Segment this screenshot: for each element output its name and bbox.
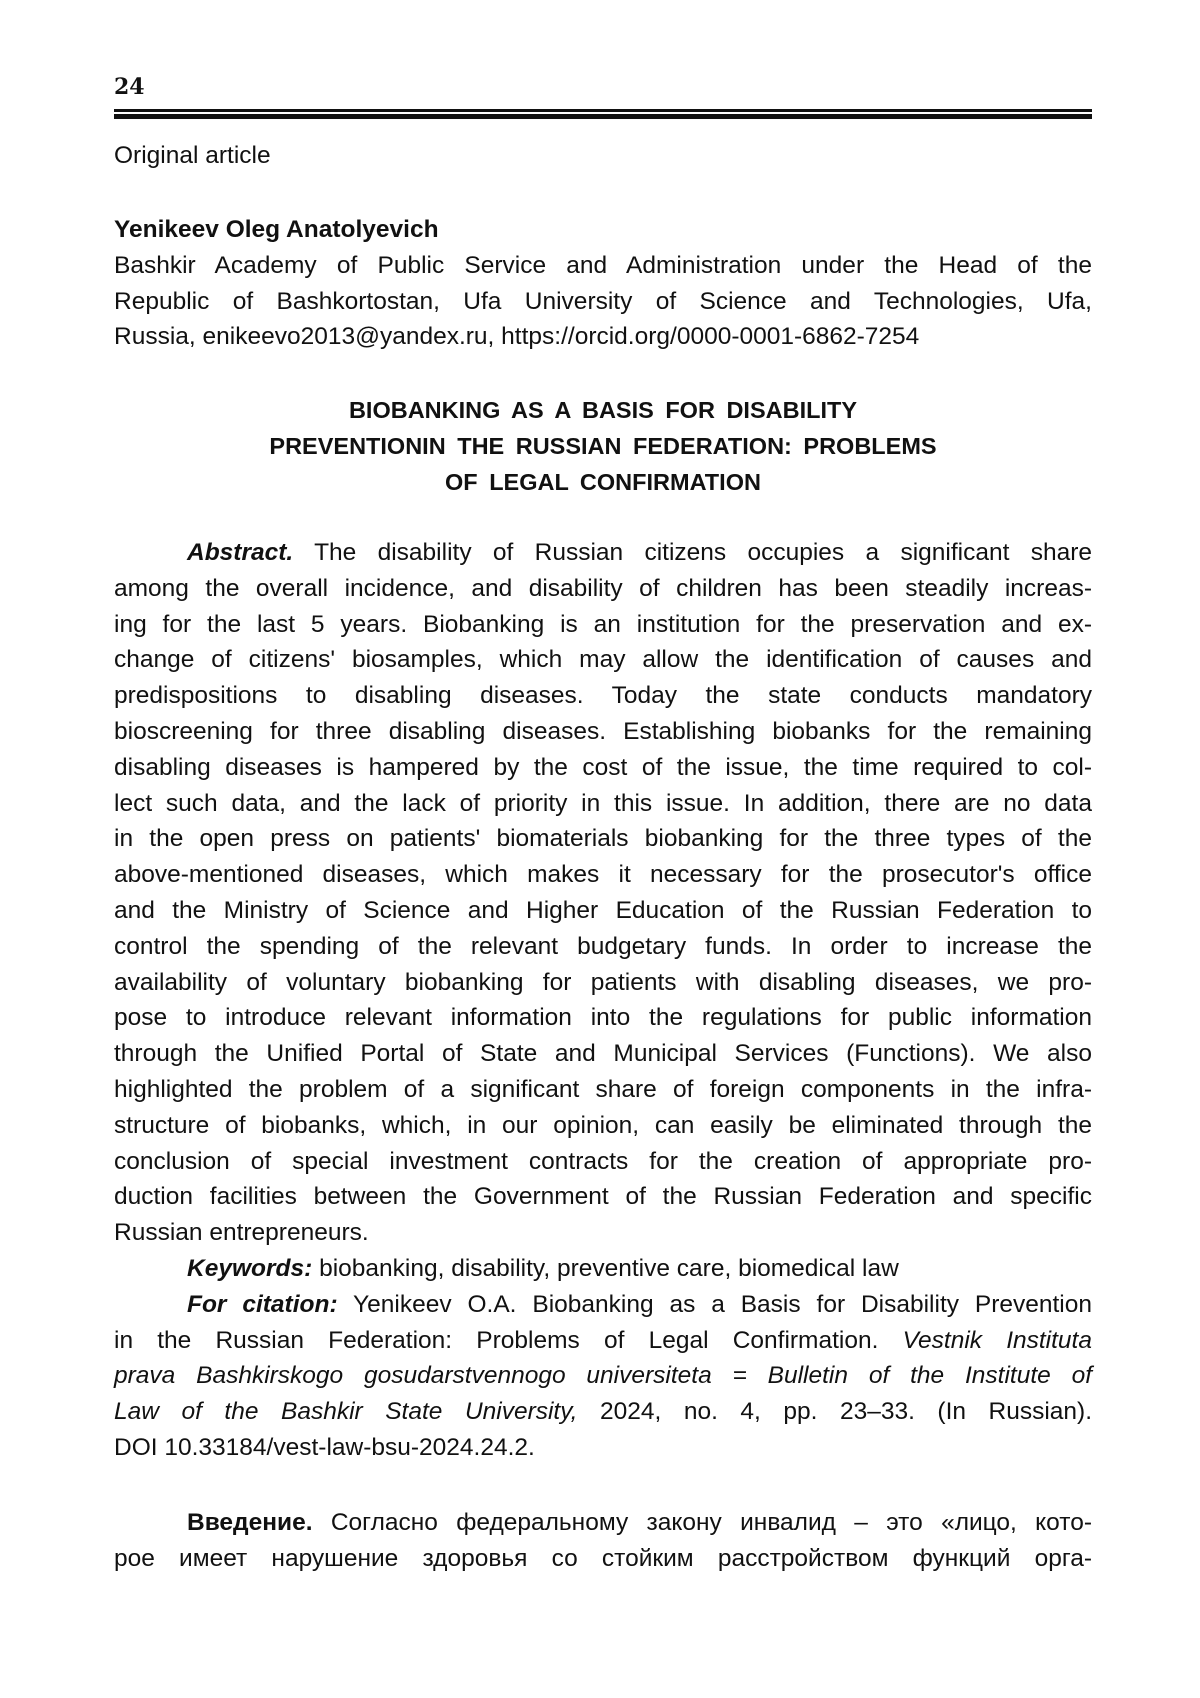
citation-label: For citation: bbox=[187, 1290, 338, 1318]
abstract-line: Russian entrepreneurs. bbox=[114, 1219, 369, 1247]
abstract-line: predispositions to disabling diseases. Today the state conducts mandatory bbox=[114, 682, 1092, 710]
abstract-line: and the Ministry of Science and Higher Education of the Russian Federation to bbox=[114, 896, 1092, 924]
title-line: PREVENTIONIN THE RUSSIAN FEDERATION: PROBLEMS bbox=[269, 433, 937, 459]
affiliation-line: Republic of Bashkortostan, Ufa University of Science and Technologies, Ufa, bbox=[114, 287, 1092, 315]
introduction-label: Введение. bbox=[187, 1509, 313, 1536]
header-rule-thin bbox=[114, 109, 1092, 112]
citation: For citation: Yenikeev O.A. Biobanking as a Basis for Disability Prevention bbox=[187, 1290, 1093, 1318]
abstract-line: pose to introduce relevant information into the regulations for public information bbox=[114, 1004, 1092, 1032]
introduction: Введение. Согласно федеральному закону инвалид – это «лицо, кото- рое имеет нарушение здоровья со стойким расстройством функций орга- bbox=[114, 1505, 1092, 1577]
abstract-line: structure of biobanks, which, in our opinion, can easily be eliminated through the bbox=[114, 1111, 1092, 1139]
author-name: Yenikeev Oleg Anatolyevich bbox=[114, 216, 439, 243]
abstract-line: through the Unified Portal of State and Municipal Services (Functions). We also bbox=[114, 1040, 1092, 1068]
journal-name: Law of the Bashkir State University, bbox=[114, 1398, 578, 1426]
abstract-line: bioscreening for three disabling diseases. Establishing biobanks for the remaining bbox=[114, 717, 1092, 745]
journal-name: prava Bashkirskogo gosudarstvennogo universiteta = Bulletin of the Institute of bbox=[114, 1362, 1092, 1390]
abstract-line: lect such data, and the lack of priority in this issue. In addition, there are no data bbox=[114, 789, 1092, 817]
abstract-line: change of citizens' biosamples, which may allow the identification of causes and bbox=[114, 646, 1092, 674]
abstract-line: duction facilities between the Government of the Russian Federation and specific bbox=[114, 1183, 1092, 1211]
abstract-line: control the spending of the relevant budgetary funds. In order to increase the bbox=[114, 932, 1092, 960]
author-block bbox=[114, 212, 1092, 355]
abstract-line: disabling diseases is hampered by the cost of the issue, the time required to col- bbox=[114, 753, 1092, 781]
title-line: BIOBANKING AS A BASIS FOR DISABILITY bbox=[348, 397, 858, 423]
affiliation-line: Russia, enikeevo2013@yandex.ru, https://orcid.org/0000-0001-6862-7254 bbox=[114, 323, 920, 351]
header-rule-thick bbox=[114, 114, 1092, 119]
article-type: Original article bbox=[114, 142, 271, 169]
journal-name: Vestnik Instituta bbox=[902, 1326, 1092, 1354]
keywords-value: biobanking, disability, preventive care, biomedical law bbox=[312, 1254, 899, 1282]
abstract-line: among the overall incidence, and disability of children has been steadily increas- bbox=[114, 574, 1092, 602]
abstract-label: Abstract. bbox=[187, 539, 294, 566]
title-line: OF LEGAL CONFIRMATION bbox=[445, 469, 761, 495]
affiliation-line: Bashkir Academy of Public Service and Administration under the Head of the bbox=[114, 251, 1092, 279]
abstract-line: ing for the last 5 years. Biobanking is an institution for the preservation and ex- bbox=[114, 610, 1092, 638]
abstract-line: in the open press on patients' biomaterials biobanking for the three types of the bbox=[114, 825, 1092, 853]
abstract-line: highlighted the problem of a significant share of foreign components in the infra- bbox=[114, 1075, 1092, 1103]
abstract: Abstract. The disability of Russian citizens occupies a significant share among the overall incidence, and disability of children has been steadily increas- ing for the last 5 years. Biobanking is an institution for the preservation and ex- change of citizens' biosamples, which may allow the identification of causes and predispositions to disabling diseases. Today the state conducts mandatory bioscreening for three disabling diseases. Establishing biobanks for the remaining disabling diseases is hampered by the cost of the issue, the time required to col- lect such data, and the lack of priority in this issue. In addition, there are no data in the open press on patients' biomaterials biobanking for the three types of the above-mentioned diseases, which makes it necessary for the prosecutor's office and the Ministry of Science and Higher Education of the Russian Federation to control the spending of the relevant budgetary funds. In order to increase the availability of voluntary biobanking for patients with disabling diseases, we pro- pose to introduce relevant information into the regulations for public information through the Unified Portal of State and Municipal Services (Functions). We also highlighted the problem of a significant share of foreign components in the infra- structure of biobanks, which, in our opinion, can easily be eliminated through the conclusion of special investment contracts for the creation of appropriate pro- duction facilities between the Government of the Russian Federation and specific Russian entrepreneurs. Keywords: biobanking, disability, preventive care, biomedical law For citation: Yenikeev O.A. Biobanking as a Basis for Disability Prevention in the Russian Federation: Problems of Legal Confirmation. Vestnik Instituta prava Bashkirskogo gosudarstvennogo universiteta = Bulletin of the Institute of Law of the Bashkir State University, 2024, no. 4, pp. 23–33. (In Russian). DOI 10.33184/vest-law-bsu-2024.24.2. bbox=[114, 535, 1092, 1466]
doi: DOI 10.33184/vest-law-bsu-2024.24.2. bbox=[114, 1433, 535, 1461]
keywords-label: Keywords: bbox=[187, 1254, 313, 1282]
introduction-line: рое имеет нарушение здоровья со стойким расстройством функций орга- bbox=[114, 1544, 1092, 1572]
abstract-line: above-mentioned diseases, which makes it necessary for the prosecutor's office bbox=[114, 861, 1092, 889]
keywords bbox=[114, 1251, 1092, 1287]
page-number: 24 bbox=[114, 74, 145, 100]
article-title bbox=[114, 392, 1092, 500]
abstract-line: conclusion of special investment contracts for the creation of appropriate pro- bbox=[114, 1147, 1092, 1175]
abstract-line: availability of voluntary biobanking for patients with disabling diseases, we pro- bbox=[114, 968, 1092, 996]
